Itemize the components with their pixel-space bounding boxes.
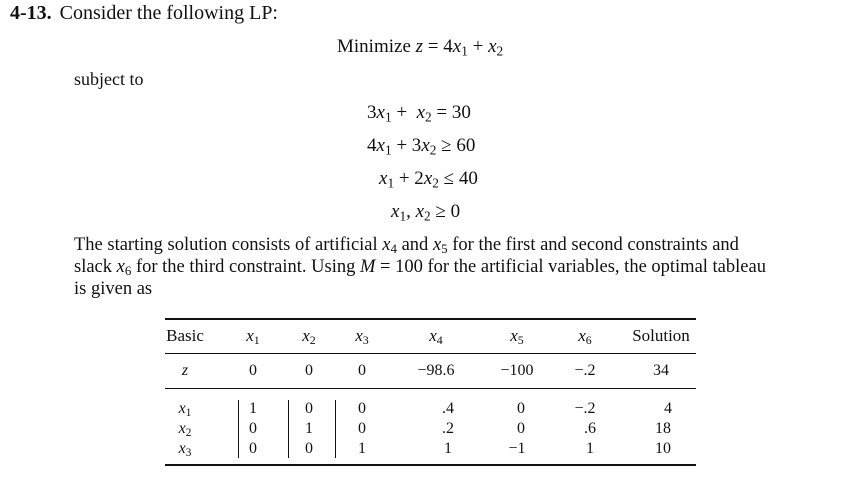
- subject-to-label: subject to: [74, 69, 144, 89]
- header-x2: $x_2$: [302, 326, 316, 347]
- table-cell: 10: [655, 440, 671, 457]
- optimal-tableau: [165, 318, 696, 468]
- col-divider: [288, 400, 289, 458]
- header-rule: [165, 353, 696, 354]
- objective-eq: = 4: [423, 36, 453, 57]
- table-cell: −100: [500, 362, 534, 379]
- table-cell: −.2: [574, 362, 596, 379]
- table-cell: 0: [358, 362, 366, 379]
- table-cell: 0: [517, 400, 525, 417]
- table-bottom-rule: [165, 464, 696, 466]
- z-row-rule: [165, 388, 696, 389]
- objective-x2-sub: 2: [496, 43, 504, 59]
- table-cell: 0: [305, 400, 313, 417]
- constraint-3: $x_1 + 2x_2 \le 40$: [379, 168, 478, 191]
- table-cell: 1: [305, 420, 313, 437]
- objective-x1: x: [452, 36, 462, 57]
- z-row-basic: z: [181, 362, 189, 379]
- constraint-1: $3x_1 + x_2 = 30$: [367, 102, 471, 125]
- table-cell: 18: [655, 420, 671, 437]
- objective-plus: +: [467, 36, 489, 57]
- nonnegativity: $x_1$, $x_2 \ge 0$: [391, 201, 461, 224]
- objective-function: [337, 36, 503, 58]
- table-cell: 0: [305, 440, 313, 457]
- row-basic-x1: $x_1$: [178, 400, 192, 419]
- header-x6: $x_6$: [578, 326, 592, 347]
- table-cell: .6: [584, 420, 596, 437]
- header-x4: $x_4$: [429, 326, 443, 347]
- problem-number: 4-13.: [10, 2, 52, 24]
- table-cell: 1: [249, 400, 257, 417]
- constraint-2: $4x_1 + 3x_2 \ge 60$: [367, 135, 476, 158]
- table-cell: 0: [249, 440, 257, 457]
- table-cell: .4: [442, 400, 454, 417]
- col-divider: [335, 400, 336, 458]
- table-cell: −.2: [574, 400, 596, 417]
- objective-z: z: [415, 36, 424, 57]
- table-cell: 0: [358, 420, 366, 437]
- table-cell: −98.6: [417, 362, 455, 379]
- table-cell: 0: [249, 362, 257, 379]
- table-cell: 0: [358, 400, 366, 417]
- header-x1: $x_1$: [246, 326, 260, 347]
- problem-prompt: Consider the following LP:: [59, 2, 278, 24]
- row-basic-x3: $x_3$: [178, 440, 192, 459]
- table-cell: .2: [442, 420, 454, 437]
- col-divider: [238, 400, 239, 458]
- row-basic-x2: $x_2$: [178, 420, 192, 439]
- table-top-rule: [165, 318, 696, 320]
- header-x5: $x_5$: [510, 326, 524, 347]
- table-cell: 0: [305, 362, 313, 379]
- table-cell: 1: [444, 440, 452, 457]
- table-cell: 34: [653, 362, 669, 379]
- table-cell: 0: [517, 420, 525, 437]
- problem-heading: [10, 2, 278, 25]
- header-x3: $x_3$: [355, 326, 369, 347]
- objective-x1-sub: 1: [461, 43, 468, 59]
- table-cell: 4: [664, 400, 672, 417]
- table-cell: −1: [508, 440, 526, 457]
- header-basic: Basic: [166, 326, 204, 345]
- objective-x2: x: [488, 36, 497, 57]
- header-solution: Solution: [632, 326, 690, 345]
- table-cell: 1: [358, 440, 366, 457]
- table-cell: 1: [586, 440, 594, 457]
- objective-prefix: Minimize: [337, 36, 416, 57]
- table-cell: 0: [249, 420, 257, 437]
- description-paragraph: The starting solution consists of artificial $x_4$ and $x_5$ for the first and second constraints and slack $x_6$ for the third constraint. Using M = 100 for the artificial variables, the optimal tableau is given as: [74, 235, 766, 299]
